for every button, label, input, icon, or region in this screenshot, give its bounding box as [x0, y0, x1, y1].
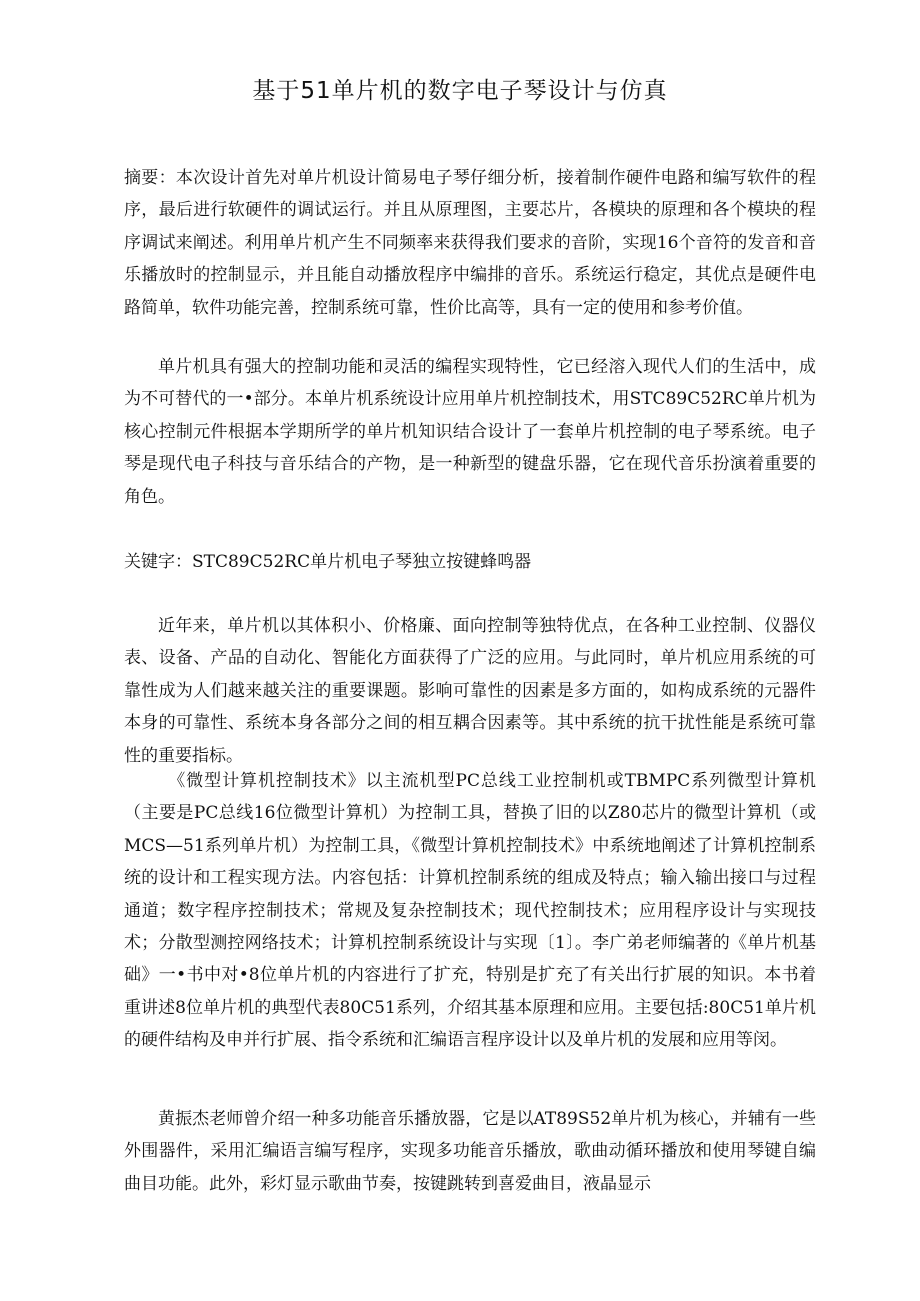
keywords-line: 关键字：STC89C52RC单片机电子琴独立按键蜂鸣器: [124, 552, 532, 572]
document-title: 基于51单片机的数字电子琴设计与仿真: [252, 78, 668, 104]
body-paragraph: 近年来，单片机以其体积小、价格廉、面向控制等独特优点，在各种工业控制、仪器仪表、设备、产品的自动化、智能化方面获得了广泛的应用。与此同时，单片机应用系统的可靠性成为人们越来越关注的重要课题。影响可靠性的因素是多方面的，如构成系统的元器件本身的可靠性、系统本身各部分之间的相互耦合因素等。其中系统的抗干扰性能是系统可靠性的重要指标。: [124, 616, 816, 766]
intro-paragraph: 单片机具有强大的控制功能和灵活的编程实现特性，它已经溶入现代人们的生活中，成为不可替代的一•部分。本单片机系统设计应用单片机控制技术，用STC89C52RC单片机为核心控制元件根据本学期所学的单片机知识结合设计了一套单片机控制的电子琴系统。电子琴是现代电子科技与音乐结合的产物，是一种新型的键盘乐器，它在现代音乐扮演着重要的角色。: [124, 357, 816, 507]
body-paragraph: 《微型计算机控制技术》以主流机型PC总线工业控制机或TBMPC系列微型计算机（主要是PC总线16位微型计算机）为控制工具，替换了旧的以Z80芯片的微型计算机（或MCS—51系列单片机）为控制工具，《微型计算机控制技术》中系统地阐述了计算机控制系统的设计和工程实现方法。内容包括：计算机控制系统的组成及特点；输入输出接口与过程通道；数字程序控制技术；常规及复杂控制技术；现代控制技术；应用程序设计与实现技术；分散型测控网络技术；计算机控制系统设计与实现〔1〕。李广弟老师编著的《单片机基础》一•书中对•8位单片机的内容进行了扩充，特别是扩充了有关出行扩展的知识。本书着重讲述8位单片机的典型代表80C51系列，介绍其基本原理和应用。主要包括:80C51单片机的硬件结构及申并行扩展、指令系统和汇编语言程序设计以及单片机的发展和应用等闵。: [124, 771, 816, 1051]
abstract-paragraph: 摘要：本次设计首先对单片机设计简易电子琴仔细分析，接着制作硬件电路和编写软件的程序，最后进行软硬件的调试运行。并且从原理图，主要芯片，各模块的原理和各个模块的程序调试来阐述。利用单片机产生不同频率来获得我们要求的音阶，实现16个音符的发音和音乐播放时的控制显示，并且能自动播放程序中编排的音乐。系统运行稳定，其优点是硬件电路简单，软件功能完善，控制系统可靠，性价比高等，具有一定的使用和参考价值。: [124, 168, 816, 318]
body-paragraph: 黄振杰老师曾介绍一种多功能音乐播放器，它是以AT89S52单片机为核心，并辅有一些外围器件，采用汇编语言编写程序，实现多功能音乐播放，歌曲动循环播放和使用琴键自编曲目功能。此外，彩灯显示歌曲节奏，按键跳转到喜爱曲目，液晶显示: [124, 1109, 816, 1194]
